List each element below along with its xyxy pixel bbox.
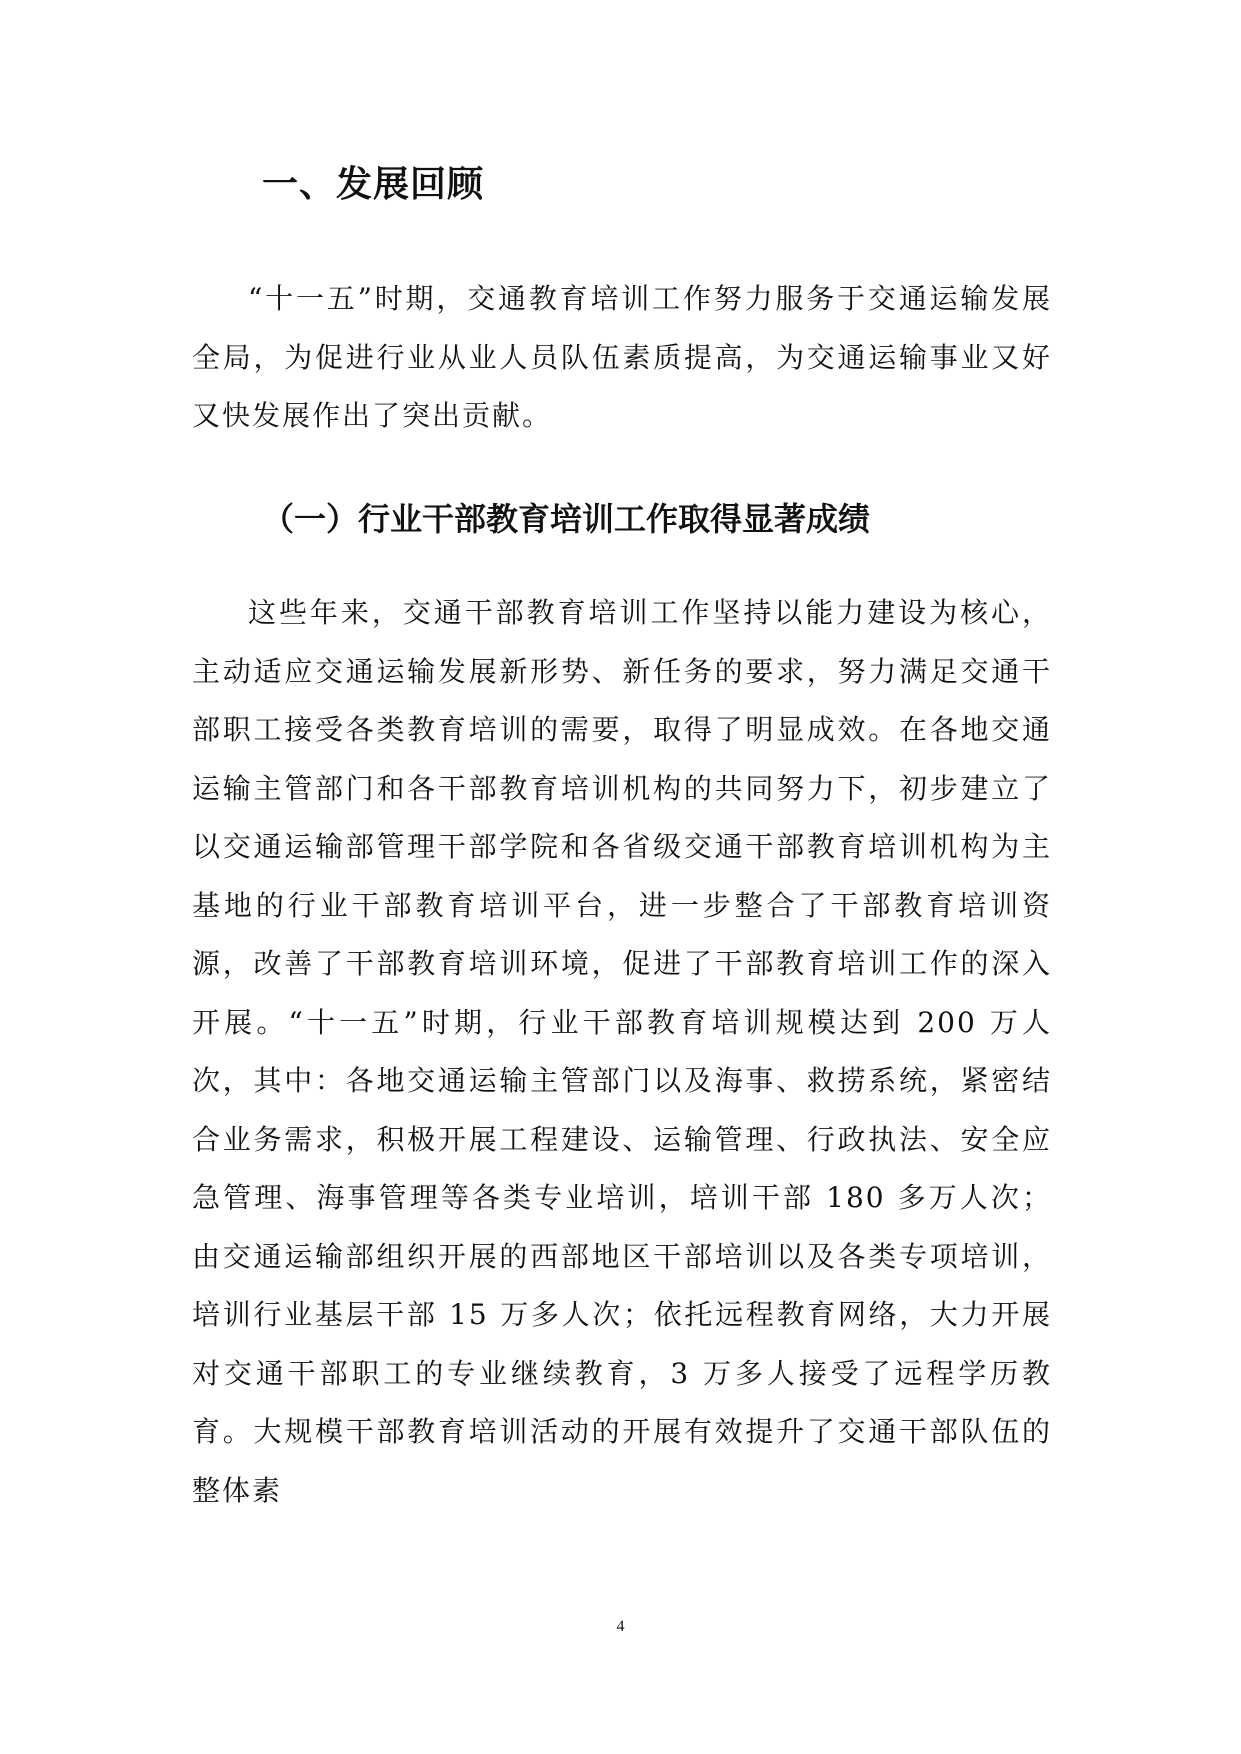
section-heading: 一、发展回顾 xyxy=(262,164,485,205)
subsection-heading: （一）行业干部教育培训工作取得显著成绩 xyxy=(262,500,871,538)
page-number: 4 xyxy=(616,1618,625,1635)
intro-paragraph: “十一五”时期，交通教育培训工作努力服务于交通运输发展全局，为促进行业从业人员队伍素质提高，为交通运输事业又好又快发展作出了突出贡献。 xyxy=(192,282,1052,432)
body-paragraph: 这些年来，交通干部教育培训工作坚持以能力建设为核心，主动适应交通运输发展新形势、新任务的要求，努力满足交通干部职工接受各类教育培训的需要，取得了明显成效。在各地交通运输主管部门和各干部教育培训机构的共同努力下，初步建立了以交通运输部管理干部学院和各省级交通干部教育培训机构为主基地的行业干部教育培训平台，进一步整合了干部教育培训资源，改善了干部教育培训环境，促进了干部教育培训工作的深入开展。“十一五”时期，行业干部教育培训规模达到 200 万人次，其中：各地交通运输主管部门以及海事、救捞系统，紧密结合业务需求，积极开展工程建设、运输管理、行政执法、安全应急管理、海事管理等各类专业培训，培训干部 180 多万人次；由交通运输部组织开展的西部地区干部培训以及各类专项培训，培训行业基层干部 15 万多人次；依托远程教育网络，大力开展对交通干部职工的专业继续教育，3 万多人接受了远程学历教育。大规模干部教育培训活动的开展有效提升了交通干部队伍的整体素 xyxy=(192,596,1052,1507)
